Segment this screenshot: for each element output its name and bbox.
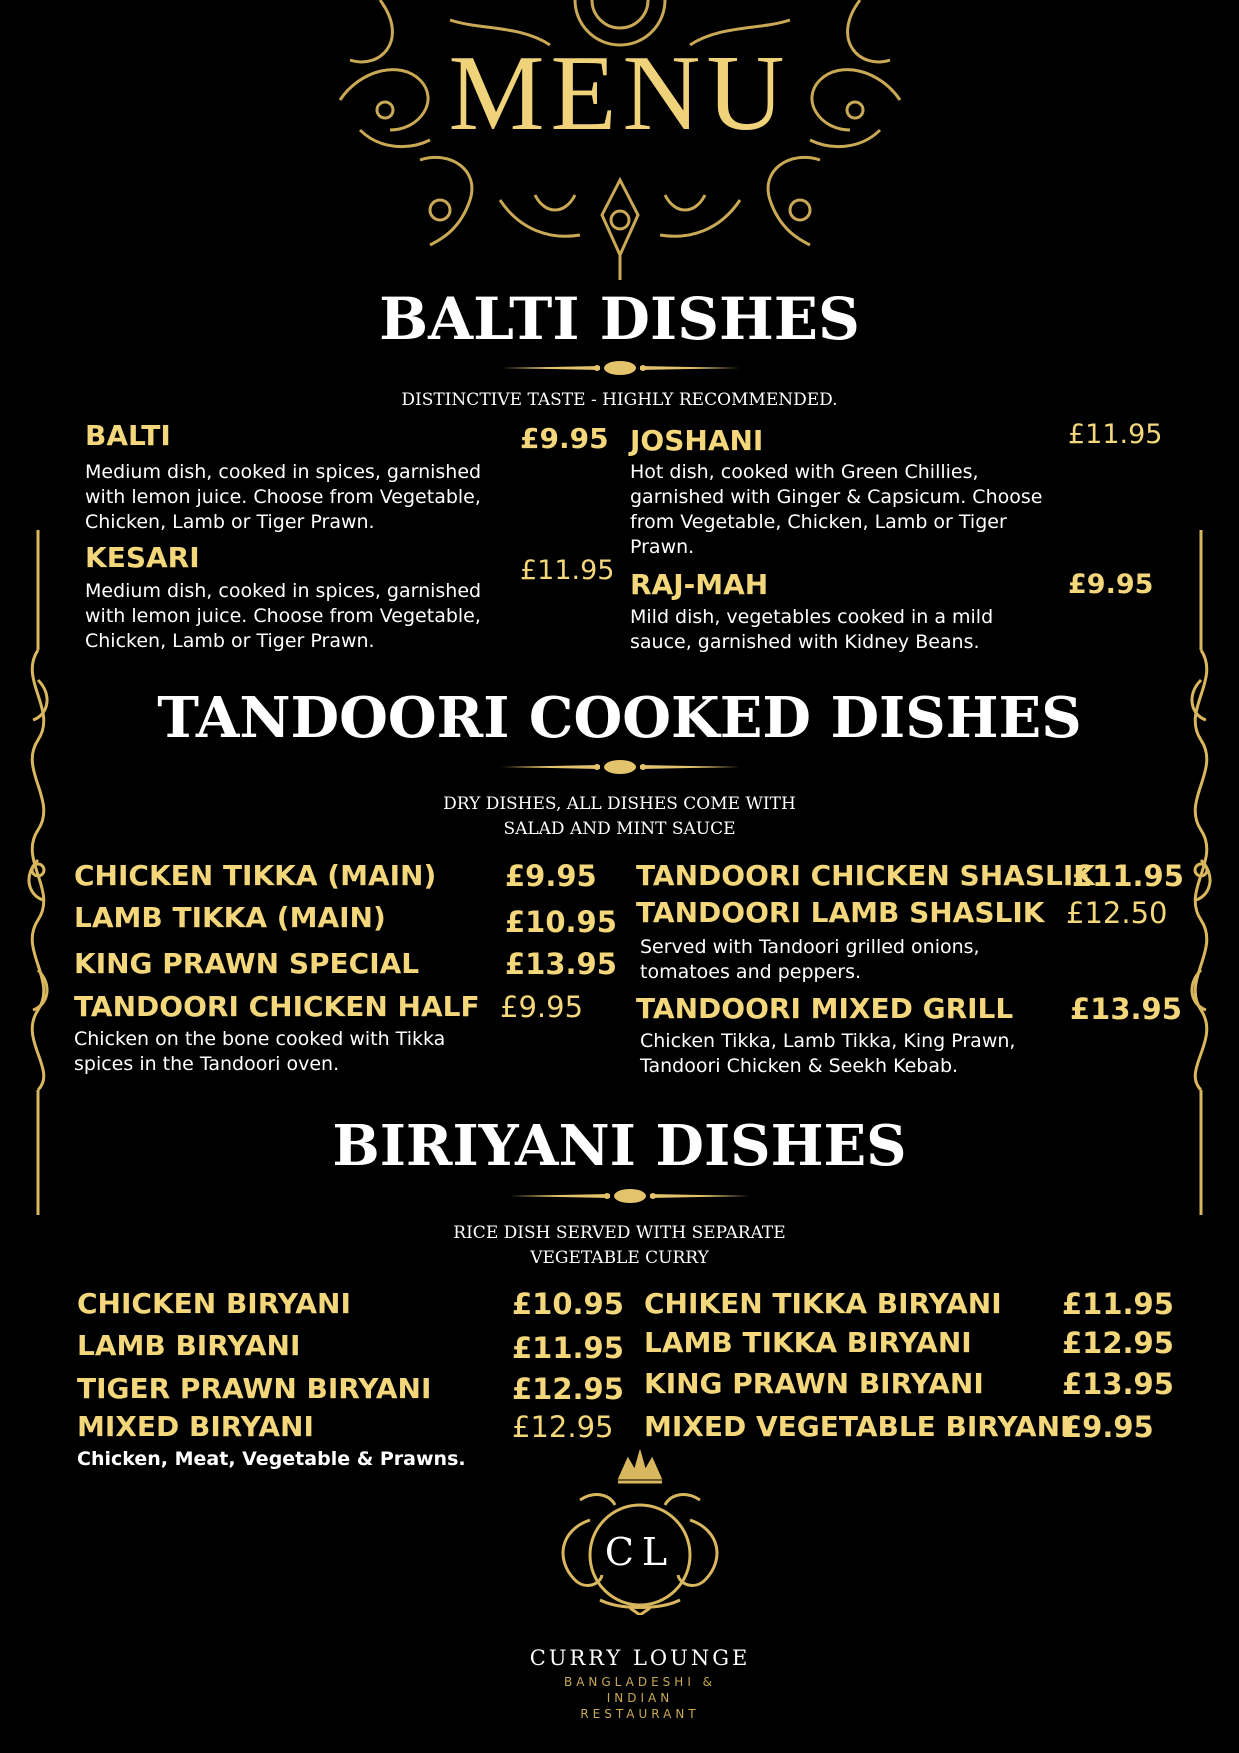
menu-item-name: JOSHANI	[630, 424, 764, 457]
menu-item-name: LAMB BIRYANI	[77, 1329, 301, 1362]
menu-item-desc: Chicken, Meat, Vegetable & Prawns.	[77, 1448, 466, 1470]
menu-item-price: £11.95	[1062, 1287, 1174, 1321]
menu-item-desc: Chicken on the bone cooked with Tikka spices in the Tandoori oven.	[74, 1028, 446, 1075]
menu-item-name: TANDOORI CHICKEN SHASLIK	[636, 859, 1095, 892]
right-vine-ornament	[1181, 530, 1221, 1215]
menu-item-price: £12.95	[1062, 1326, 1174, 1360]
menu-title: MENU	[448, 34, 791, 153]
menu-item-name: CHICKEN TIKKA (MAIN)	[74, 859, 437, 892]
menu-item-price: £13.95	[1062, 1367, 1174, 1401]
menu-item-name: CHIKEN TIKKA BIRYANI	[644, 1287, 1002, 1320]
menu-item-price: £9.95	[1068, 569, 1154, 600]
menu-item-name: MIXED VEGETABLE BIRYANI	[644, 1410, 1071, 1443]
menu-item-name: TANDOORI CHICKEN HALF	[74, 990, 480, 1023]
menu-item-price: £11.95	[1072, 859, 1184, 893]
logo-tagline-line-3: RESTAURANT	[580, 1707, 700, 1721]
menu-item-name: LAMB TIKKA (MAIN)	[74, 901, 386, 934]
biriyani-subtitle-line-2: VEGETABLE CURRY	[530, 1248, 709, 1268]
tandoori-subtitle-line-2: SALAD AND MINT SAUCE	[503, 819, 736, 839]
menu-item-price: £11.95	[1068, 419, 1163, 450]
menu-item-name: TANDOORI LAMB SHASLIK	[636, 896, 1045, 929]
menu-item-price: £11.95	[512, 1331, 624, 1365]
biriyani-divider	[510, 1188, 750, 1204]
left-vine-ornament	[18, 530, 58, 1215]
menu-item-desc: Served with Tandoori grilled onions, tomatoes and peppers.	[640, 936, 980, 983]
menu-item-name: KING PRAWN BIRYANI	[644, 1367, 984, 1400]
menu-item-price: £12.95	[512, 1410, 614, 1444]
menu-item-desc: Mild dish, vegetables cooked in a mild sauce, garnished with Kidney Beans.	[630, 606, 994, 653]
balti-heading: BALTI DISHES	[379, 285, 860, 353]
tandoori-divider	[500, 759, 740, 775]
logo-name: CURRY LOUNGE	[529, 1646, 751, 1670]
menu-item-price: £9.95	[500, 990, 584, 1024]
menu-item-desc: Chicken Tikka, Lamb Tikka, King Prawn, Tandoori Chicken & Seekh Kebab.	[640, 1030, 1016, 1077]
menu-item-price: £10.95	[512, 1287, 624, 1321]
logo-monogram: CL	[604, 1530, 676, 1574]
menu-item-name: BALTI	[85, 419, 171, 452]
balti-divider	[500, 360, 740, 376]
menu-item-name: KESARI	[85, 541, 200, 574]
menu-item-price: £12.50	[1066, 896, 1168, 930]
logo-tagline-line-1: BANGLADESHI &	[563, 1675, 717, 1689]
menu-item-price: £13.95	[1070, 992, 1182, 1026]
tandoori-heading: TANDOORI COOKED DISHES	[157, 685, 1082, 751]
tandoori-subtitle-line-1: DRY DISHES, ALL DISHES COME WITH	[443, 794, 796, 814]
menu-item-price: £11.95	[520, 555, 615, 586]
menu-item-price: £12.95	[512, 1372, 624, 1406]
menu-item-desc: Hot dish, cooked with Green Chillies, garnished with Ginger & Capsicum. Choose from Vegetable, Chicken, Lamb or Tiger Prawn.	[630, 461, 1043, 558]
menu-item-name: TIGER PRAWN BIRYANI	[77, 1372, 432, 1405]
menu-item-name: TANDOORI MIXED GRILL	[636, 992, 1014, 1025]
menu-item-name: KING PRAWN SPECIAL	[74, 947, 420, 980]
menu-item-desc: Medium dish, cooked in spices, garnished with lemon juice. Choose from Vegetable, Chicken, Lamb or Tiger Prawn.	[85, 580, 482, 652]
menu-item-price: £9.95	[505, 859, 597, 893]
balti-subtitle: DISTINCTIVE TASTE - HIGHLY RECOMMENDED.	[401, 390, 838, 410]
menu-item-price: £10.95	[505, 905, 617, 939]
menu-item-name: MIXED BIRYANI	[77, 1410, 314, 1443]
menu-item-price: £13.95	[505, 947, 617, 981]
biriyani-subtitle-line-1: RICE DISH SERVED WITH SEPARATE	[453, 1223, 786, 1243]
biriyani-heading: BIRIYANI DISHES	[332, 1113, 907, 1179]
menu-item-name: LAMB TIKKA BIRYANI	[644, 1326, 972, 1359]
logo-tagline-line-2: INDIAN	[606, 1691, 674, 1705]
menu-item-name: RAJ-MAH	[630, 568, 769, 601]
menu-item-desc: Medium dish, cooked in spices, garnished with lemon juice. Choose from Vegetable, Chicken, Lamb or Tiger Prawn.	[85, 461, 482, 533]
menu-item-name: CHICKEN BIRYANI	[77, 1287, 351, 1320]
menu-item-price: £9.95	[1062, 1410, 1154, 1444]
menu-item-price: £9.95	[520, 422, 609, 455]
